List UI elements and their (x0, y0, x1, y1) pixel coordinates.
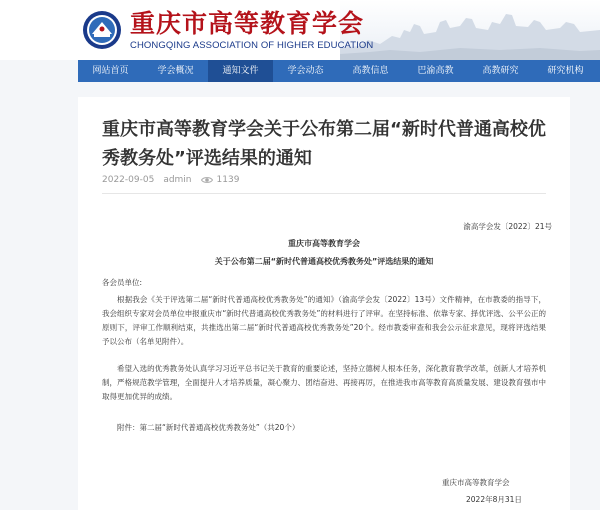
article-meta (102, 175, 248, 185)
document-paragraph-2: 希望入选的优秀教务处认真学习习近平总书记关于教育的重要论述，坚持立德树人根本任务，深化教育教学改革，创新人才培养机制，严格规范教学管理，全面提升人才培养质量，凝心聚力、团结奋进、再接再厉，在推进我市高等教育高质量发展、建设教育强市中取得更加优异的成绩。 (102, 364, 546, 401)
logo-chinese-name[interactable]: 重庆市高等教育学会 (130, 9, 365, 38)
article-title: 重庆市高等教育学会关于公布第二届“新时代普通高校优秀教务处”评选结果的通知 (102, 119, 546, 169)
nav-item-home[interactable]: 网站首页 (92, 66, 129, 76)
article-date: 2022-09-05 (102, 175, 155, 185)
document-paragraph-1: 根据我会《关于评选第二届“新时代普通高校优秀教务处”的通知》（渝高学会发〔2022〕13号）文件精神，在市教委的指导下，我会组织专家对会员单位申报重庆市“新时代普通高校优秀教务处”的材料进行了评审。在坚持标准、依靠专家、择优评选、公平公正的原则下，评审工作顺利结束，共推选出第二届“新时代普通高校优秀教务处”20个。经市教委审查和我会公示征求意见，现将评选结果予以公布（名单见附件）。 (102, 295, 546, 346)
nav-item-about[interactable]: 学会概况 (157, 66, 194, 76)
nav-item-news[interactable]: 学会动态 (287, 66, 324, 76)
main-nav (78, 60, 600, 82)
document-salutation: 各会员单位: (102, 278, 143, 287)
site-header (0, 0, 600, 60)
eye-icon (201, 176, 213, 184)
nav-item-bayu[interactable]: 巴渝高教 (417, 66, 454, 76)
article-card (78, 97, 570, 510)
title-divider (102, 193, 546, 194)
association-emblem-icon[interactable] (82, 10, 122, 50)
logo-english-name: CHONGQING ASSOCIATION OF HIGHER EDUCATION (130, 40, 374, 51)
nav-item-research[interactable]: 高教研究 (482, 66, 519, 76)
nav-item-info[interactable]: 高教信息 (352, 66, 389, 76)
document-attachment-link[interactable]: 附件：第二届“新时代普通高校优秀教务处”（共20个） (117, 423, 300, 432)
document-heading-org: 重庆市高等教育学会 (288, 239, 360, 248)
document-heading-title: 关于公布第二届“新时代普通高校优秀教务处”评选结果的通知 (214, 257, 434, 266)
nav-item-institutes[interactable]: 研究机构 (547, 66, 584, 76)
city-skyline-banner (340, 0, 600, 60)
article-views: 1139 (216, 175, 240, 185)
document-signature-date: 2022年8月31日 (466, 495, 522, 504)
article-author: admin (163, 175, 192, 185)
document-signature-org: 重庆市高等教育学会 (442, 478, 510, 487)
nav-item-notices[interactable]: 通知文件 (208, 60, 273, 82)
document-number: 渝高学会发〔2022〕21号 (463, 222, 552, 231)
